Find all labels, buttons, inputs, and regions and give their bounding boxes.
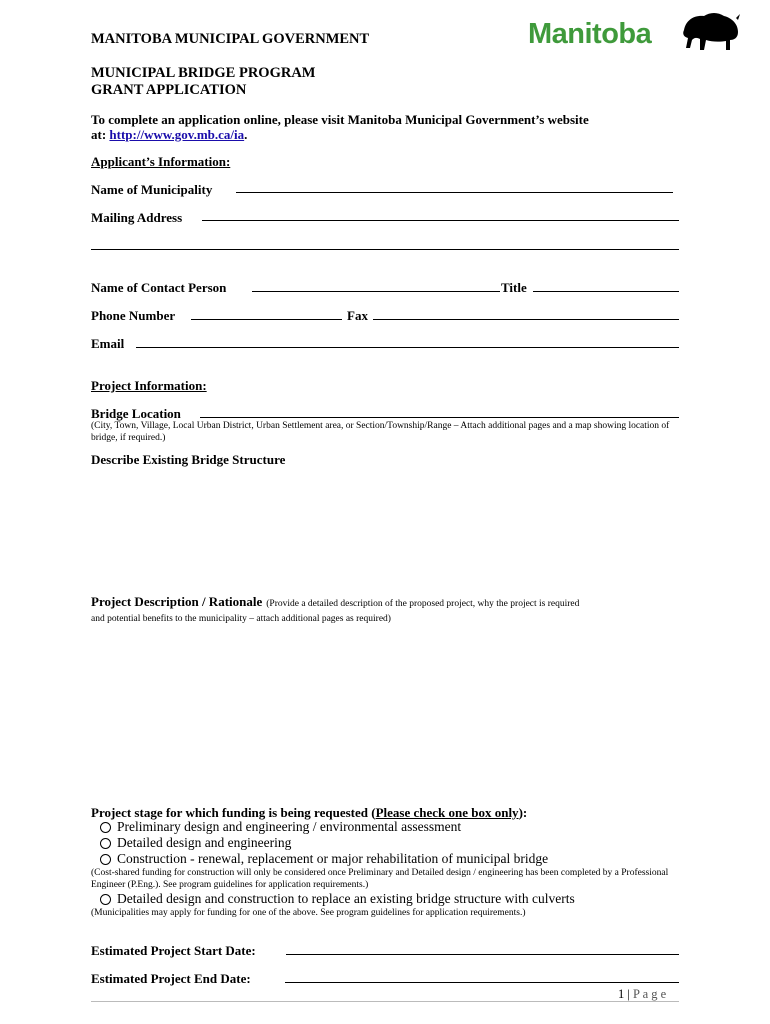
radio-icon[interactable] <box>100 822 111 833</box>
bison-icon <box>680 10 742 54</box>
stage-option-label: Construction - renewal, replacement or major rehabilitation of municipal bridge <box>117 851 549 866</box>
org-heading: MANITOBA MUNICIPAL GOVERNMENT <box>91 31 370 47</box>
existing-structure-area[interactable] <box>91 470 679 588</box>
logo-wordmark: Manitoba <box>528 18 652 50</box>
stage-option-preliminary[interactable] <box>100 819 461 835</box>
end-date-field[interactable] <box>285 982 679 983</box>
page-word: P a g e <box>633 987 667 1001</box>
intro-link-line <box>91 127 247 143</box>
start-date-field[interactable] <box>286 954 679 955</box>
email-label: Email <box>91 336 125 351</box>
stage-option-label: Detailed design and engineering <box>117 835 292 850</box>
bridge-location-label: Bridge Location <box>91 406 181 421</box>
page-footer: 1 | P a g e <box>618 987 667 1001</box>
intro-at: at: <box>91 127 110 142</box>
project-description-area[interactable] <box>91 630 679 800</box>
stage-option-construction[interactable] <box>100 851 548 867</box>
project-description-label: Project Description / Rationale <box>91 594 263 609</box>
mailing-label: Mailing Address <box>91 210 183 225</box>
mailing-field-line2[interactable] <box>91 249 679 250</box>
stage-emphasis: Please check one box only <box>375 805 519 820</box>
end-date-label: Estimated Project End Date: <box>91 971 251 986</box>
culvert-note: (Municipalities may apply for funding for one of the above. See program guidelines for application requirements.) <box>91 908 526 918</box>
title-field[interactable] <box>533 291 679 292</box>
phone-label: Phone Number <box>91 308 176 323</box>
applicant-heading: Applicant’s Information: <box>91 154 231 169</box>
stage-option-label: Preliminary design and engineering / environmental assessment <box>117 819 462 834</box>
phone-field[interactable] <box>191 319 342 320</box>
contact-label: Name of Contact Person <box>91 280 227 295</box>
project-heading: Project Information: <box>91 378 207 393</box>
stage-suffix: ): <box>518 805 528 820</box>
footer-rule <box>91 1001 679 1002</box>
mailing-field[interactable] <box>202 220 679 221</box>
radio-icon[interactable] <box>100 894 111 905</box>
intro-line: To complete an application online, please visit Manitoba Municipal Government’s website <box>91 112 589 127</box>
stage-prefix: Project stage for which funding is being requested ( <box>91 805 376 820</box>
title-label: Title <box>501 280 527 295</box>
project-description-line <box>91 593 579 611</box>
stage-option-label: Detailed design and construction to replace an existing bridge structure with culverts <box>117 891 575 906</box>
email-field[interactable] <box>136 347 679 348</box>
project-description-note1: (Provide a detailed description of the proposed project, why the project is required <box>266 599 580 609</box>
stage-option-culverts[interactable] <box>100 891 575 907</box>
bridge-location-field[interactable] <box>200 417 679 418</box>
page-number: 1 <box>618 987 625 1001</box>
municipality-label: Name of Municipality <box>91 182 213 197</box>
bridge-location-note: (City, Town, Village, Local Urban District, Urban Settlement area, or Section/Township/Range – Attach additional pages and a map showing location of bridge, if required.) <box>91 421 670 443</box>
fax-label: Fax <box>347 308 368 323</box>
construction-note: (Cost-shared funding for construction will only be considered once Preliminary and Detailed design / engineering has been completed by a Professional Engineer (P.Eng.). See program guidelines for application requirements.) <box>91 868 669 890</box>
municipality-field[interactable] <box>236 192 673 193</box>
contact-field[interactable] <box>252 291 500 292</box>
fax-field[interactable] <box>373 319 679 320</box>
manitoba-logo <box>528 8 743 58</box>
radio-icon[interactable] <box>100 854 111 865</box>
program-title: MUNICIPAL BRIDGE PROGRAM <box>91 65 316 81</box>
start-date-label: Estimated Project Start Date: <box>91 943 256 958</box>
website-link[interactable]: http://www.gov.mb.ca/ia <box>109 127 245 142</box>
intro-period: . <box>244 127 248 142</box>
stage-option-detailed[interactable] <box>100 835 291 851</box>
radio-icon[interactable] <box>100 838 111 849</box>
project-description-note2: and potential benefits to the municipality – attach additional pages as required) <box>91 614 391 624</box>
application-title: GRANT APPLICATION <box>91 82 247 98</box>
existing-structure-label: Describe Existing Bridge Structure <box>91 452 286 467</box>
